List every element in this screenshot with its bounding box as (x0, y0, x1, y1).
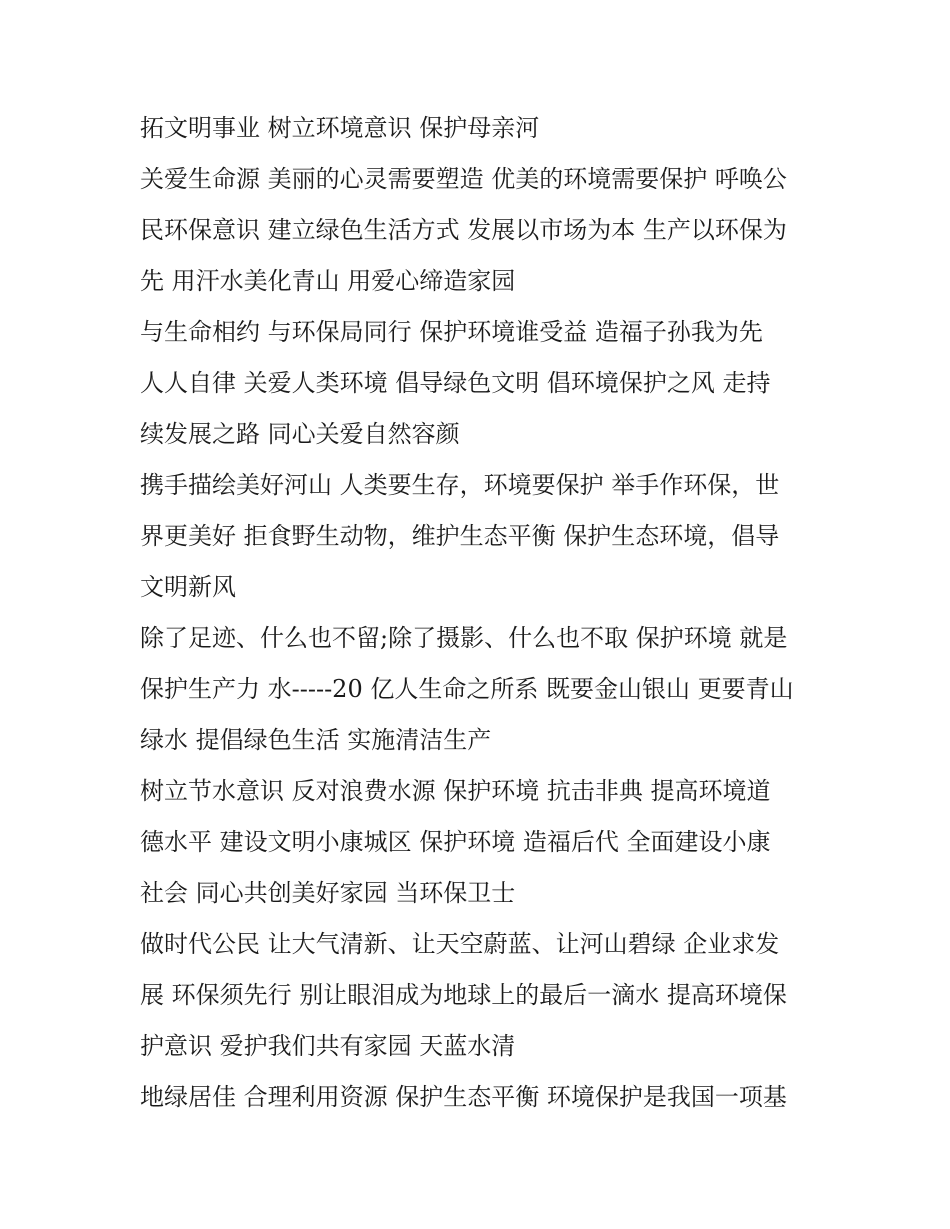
text-line: 拓文明事业 树立环境意识 保护母亲河 (140, 114, 540, 142)
text-line: 文明新风 (140, 573, 236, 601)
text-line: 与生命相约 与环保局同行 保护环境谁受益 造福子孙我为先 (140, 318, 763, 346)
text-line: 先 用汗水美化青山 用爱心缔造家园 (140, 267, 516, 295)
text-line: 关爱生命源 美丽的心灵需要塑造 优美的环境需要保护 呼唤公 (140, 165, 787, 193)
text-line: 人人自律 关爱人类环境 倡导绿色文明 倡环境保护之风 走持 (140, 369, 771, 397)
text-line: 携手描绘美好河山 人类要生存，环境要保护 举手作环保，世 (140, 471, 780, 499)
text-line: 树立节水意识 反对浪费水源 保护环境 抗击非典 提高环境道 (140, 777, 771, 805)
text-line: 除了足迹、什么也不留;除了摄影、什么也不取 保护环境 就是 (140, 624, 788, 652)
text-line: 保护生产力 水-----20 亿人生命之所系 既要金山银山 更要青山 (140, 675, 794, 703)
text-line: 做时代公民 让大气清新、让天空蔚蓝、让河山碧绿 企业求发 (140, 930, 780, 958)
text-line: 展 环保须先行 别让眼泪成为地球上的最后一滴水 提高环境保 (140, 981, 787, 1009)
text-line: 绿水 提倡绿色生活 实施清洁生产 (140, 726, 492, 754)
document-body (140, 103, 820, 1123)
text-line: 社会 同心共创美好家园 当环保卫士 (140, 879, 516, 907)
text-line: 民环保意识 建立绿色生活方式 发展以市场为本 生产以环保为 (140, 216, 787, 244)
text-line: 界更美好 拒食野生动物，维护生态平衡 保护生态环境，倡导 (140, 522, 780, 550)
text-line: 德水平 建设文明小康城区 保护环境 造福后代 全面建设小康 (140, 828, 771, 856)
text-line: 护意识 爱护我们共有家园 天蓝水清 (140, 1032, 516, 1060)
text-line: 续发展之路 同心关爱自然容颜 (140, 420, 460, 448)
text-line: 地绿居佳 合理利用资源 保护生态平衡 环境保护是我国一项基 (140, 1083, 787, 1111)
